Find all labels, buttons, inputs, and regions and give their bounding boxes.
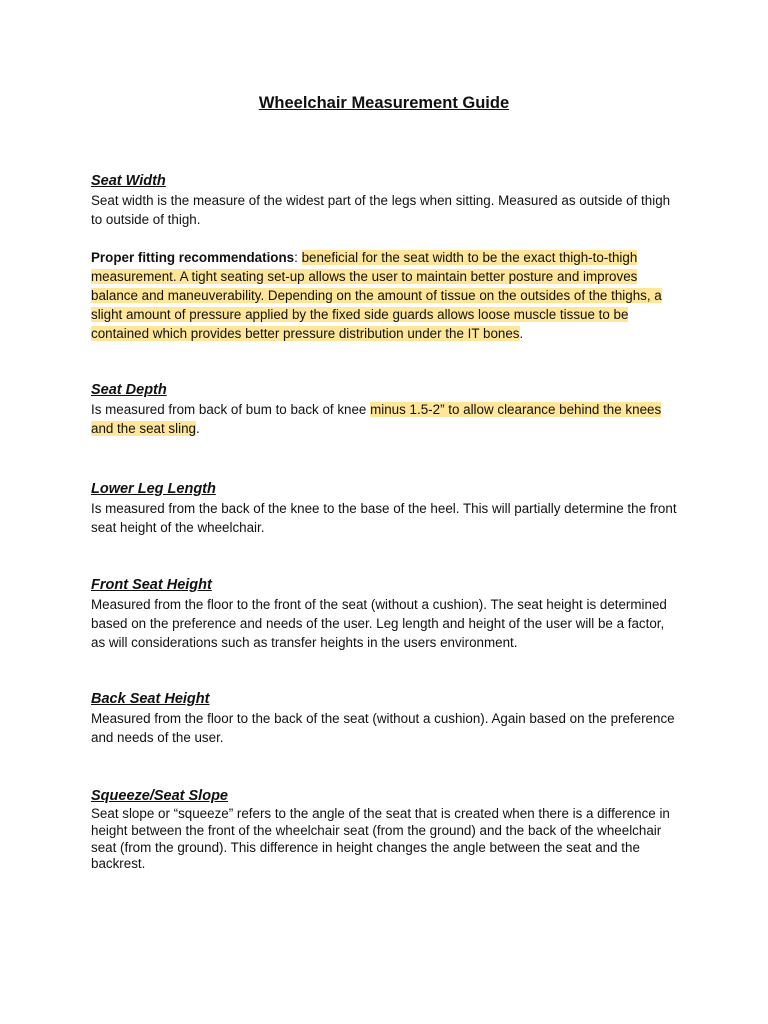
seat-depth-description xyxy=(91,400,681,438)
section-seat-width xyxy=(91,172,681,343)
recommendation-label: Proper fitting recommendations xyxy=(91,250,295,265)
seat-depth-text: Is measured from back of bum to back of knee xyxy=(91,402,371,417)
lower-leg-length-description: Is measured from the back of the knee to the base of the heel. This will partially determine the front seat height of the wheelchair. xyxy=(91,501,677,535)
squeeze-seat-slope-description: Seat slope or “squeeze” refers to the angle of the seat that is created when there is a difference in height between the front of the wheelchair seat (from the ground) and the back of the wheelchair seat (from the ground). This difference in height changes the angle between the seat and the backrest. xyxy=(91,806,670,872)
section-heading-front-seat-height: Front Seat Height xyxy=(91,577,212,593)
section-back-seat-height xyxy=(91,690,681,747)
section-heading-squeeze-seat-slope: Squeeze/Seat Slope xyxy=(91,788,228,804)
recommendation-highlight: beneficial for the seat width to be the exact thigh-to-thigh measurement. A tight seating set-up allows the user to maintain better posture and improves balance and maneuverability. Depending on the amount of tissue on the outsides of the thighs, a slight amount of pressure applied by the fixed side guards allows loose muscle tissue to be contained which provides better pressure distribution under the IT bones xyxy=(91,250,662,341)
section-heading-seat-width: Seat Width xyxy=(91,173,166,189)
recommendation-end: . xyxy=(519,326,524,341)
seat-depth-highlight: minus 1.5-2” to allow clearance behind the knees and the seat sling xyxy=(91,402,662,436)
back-seat-height-description: Measured from the floor to the back of the seat (without a cushion). Again based on the preference and needs of the user. xyxy=(91,711,675,745)
section-heading-lower-leg-length: Lower Leg Length xyxy=(91,481,216,497)
seat-depth-end: . xyxy=(195,421,200,436)
section-seat-depth xyxy=(91,381,681,438)
seat-width-description: Seat width is the measure of the widest part of the legs when sitting. Measured as outside of thigh to outside of thigh. xyxy=(91,193,671,227)
section-front-seat-height xyxy=(91,576,681,652)
section-squeeze-seat-slope xyxy=(91,787,681,873)
seat-width-recommendation xyxy=(91,248,681,343)
front-seat-height-description: Measured from the floor to the front of the seat (without a cushion). The seat height is determined based on the preference and needs of the user. Leg length and height of the user will be a factor, as will considerations such as transfer heights in the users environment. xyxy=(91,597,667,650)
document-title: Wheelchair Measurement Guide xyxy=(258,94,510,112)
recommendation-colon: : xyxy=(294,250,302,265)
section-lower-leg-length xyxy=(91,480,681,537)
section-heading-back-seat-height: Back Seat Height xyxy=(91,691,210,707)
section-heading-seat-depth: Seat Depth xyxy=(91,382,167,398)
